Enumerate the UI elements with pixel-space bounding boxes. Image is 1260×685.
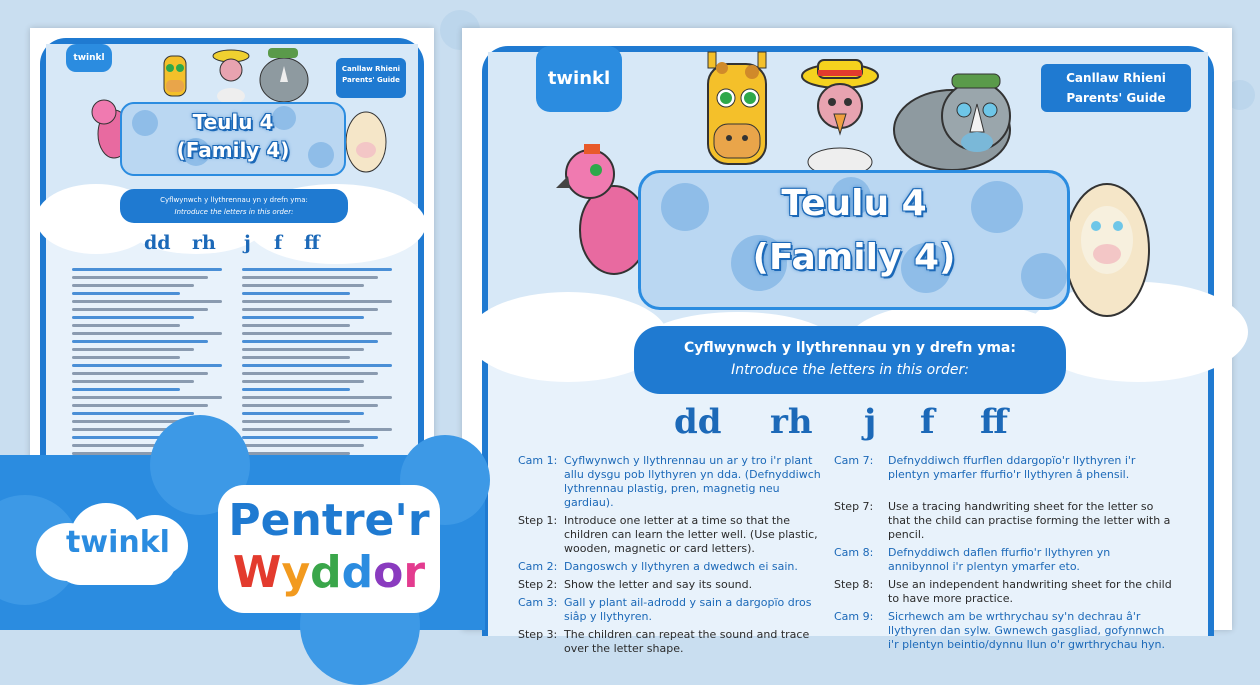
step-label: Step 7: bbox=[834, 500, 874, 513]
text-line bbox=[72, 284, 194, 287]
guide-title-welsh: Canllaw Rhieni bbox=[341, 65, 401, 73]
text-line bbox=[72, 396, 222, 399]
step-label: Cam 8: bbox=[834, 546, 874, 559]
step-label: Step 1: bbox=[518, 514, 558, 527]
text-line bbox=[242, 340, 378, 343]
ostrich-illustration bbox=[800, 54, 880, 172]
text-line bbox=[242, 420, 350, 423]
text-line bbox=[242, 348, 364, 351]
text-line bbox=[242, 332, 392, 335]
intro-banner bbox=[120, 189, 348, 223]
step-text: Gall y plant ail-adrodd y sain a dargopïo dros siâp y llythyren. bbox=[564, 596, 812, 623]
guide-label bbox=[1041, 64, 1191, 112]
step-label: Cam 1: bbox=[518, 454, 558, 467]
text-line bbox=[72, 300, 222, 303]
step-label: Cam 3: bbox=[518, 596, 558, 609]
step-label: Cam 7: bbox=[834, 454, 874, 467]
giraffe-illustration bbox=[156, 46, 194, 104]
text-line bbox=[72, 372, 208, 375]
product-name-letter: r bbox=[403, 547, 426, 598]
letter-f: f bbox=[274, 232, 283, 254]
guide-label bbox=[336, 58, 406, 98]
guide-title-english: Parents' Guide bbox=[342, 76, 400, 84]
text-line bbox=[242, 300, 392, 303]
text-line bbox=[242, 364, 392, 367]
letter-rh: rh bbox=[770, 402, 813, 442]
step-text: Defnyddiwch daflen ffurfio'r llythyren yn annibynnol i'r plentyn ymarfer eto. bbox=[888, 546, 1111, 573]
product-name-letter: d bbox=[341, 547, 374, 598]
text-line bbox=[72, 364, 222, 367]
title-panel bbox=[120, 102, 346, 176]
step-label: Cam 2: bbox=[518, 560, 558, 573]
guide-title-english: Parents' Guide bbox=[1066, 91, 1166, 105]
text-line bbox=[242, 292, 350, 295]
text-line bbox=[242, 324, 350, 327]
product-name-word bbox=[233, 547, 425, 598]
preview-document bbox=[30, 28, 434, 468]
letter-dd: dd bbox=[674, 402, 722, 442]
text-line bbox=[242, 284, 364, 287]
title-line-1: Teulu 4 bbox=[781, 183, 927, 224]
preview-frame bbox=[40, 38, 424, 474]
text-line bbox=[72, 276, 208, 279]
text-line bbox=[72, 332, 222, 335]
text-line bbox=[242, 380, 364, 383]
rhino-illustration bbox=[256, 48, 311, 104]
text-line bbox=[72, 308, 208, 311]
twinkl-logo: twinkl bbox=[536, 46, 622, 112]
flamingo-illustration bbox=[554, 136, 650, 276]
title-line-2: (Family 4) bbox=[176, 138, 290, 162]
title-line-1: Teulu 4 bbox=[192, 110, 274, 134]
title-panel bbox=[638, 170, 1070, 310]
text-line bbox=[72, 340, 208, 343]
text-line bbox=[242, 268, 392, 271]
step-text: Dangoswch y llythyren a dwedwch ei sain. bbox=[564, 560, 798, 573]
text-line bbox=[242, 316, 364, 319]
twinkl-logo: twinkl bbox=[66, 44, 112, 72]
product-name-line-1: Pentre'r bbox=[228, 495, 430, 546]
text-line bbox=[72, 268, 222, 271]
step-text: Use a tracing handwriting sheet for the letter so that the child can practise forming the letter with a pencil. bbox=[888, 500, 1171, 541]
text-line bbox=[242, 436, 378, 439]
product-name-letter: d bbox=[310, 547, 342, 598]
intro-english: Introduce the letters in this order: bbox=[731, 362, 969, 378]
rhino-illustration bbox=[892, 60, 1022, 170]
letter-j: j bbox=[244, 232, 251, 254]
step-text: Sicrhewch am be wrthrychau sy'n dechrau â'r llythyren dan sylw. Gwnewch gasgliad, gofynnwch i'r plentyn beintio/dynnu llun o'r gwrthrychau hyn. bbox=[888, 610, 1165, 651]
intro-welsh: Cyflwynwch y llythrennau yn y drefn yma: bbox=[160, 196, 308, 204]
step-text: Introduce one letter at a time so that the children can learn the letter well. (Use plastic, wooden, magnetic or card letters). bbox=[564, 514, 818, 555]
text-line bbox=[242, 412, 364, 415]
product-logo-card bbox=[218, 485, 440, 613]
text-line bbox=[72, 356, 180, 359]
sheep-illustration bbox=[1062, 170, 1152, 320]
text-line bbox=[72, 404, 208, 407]
giraffe-illustration bbox=[702, 52, 774, 170]
text-line bbox=[72, 420, 180, 423]
title-line-2: (Family 4) bbox=[752, 237, 956, 278]
text-line bbox=[72, 380, 194, 383]
step-label: Step 2: bbox=[518, 578, 558, 591]
text-line bbox=[242, 428, 392, 431]
text-line bbox=[72, 412, 194, 415]
text-line bbox=[72, 324, 180, 327]
intro-banner bbox=[634, 326, 1066, 394]
main-frame bbox=[482, 46, 1214, 655]
twinkl-cloud-logo bbox=[36, 497, 196, 587]
step-text: Cyflwynwch y llythrennau un ar y tro i'r plant allu dysgu pob llythyren yn dda. (Defnyddiwch lythrennau plastig, pren, magnetig neu gardiau). bbox=[564, 454, 821, 509]
text-line bbox=[242, 396, 392, 399]
letter-ff: ff bbox=[304, 232, 320, 254]
letters-row bbox=[674, 402, 1034, 446]
product-name-letter: y bbox=[281, 547, 311, 598]
text-line bbox=[242, 276, 378, 279]
letter-f: f bbox=[920, 402, 935, 442]
text-line bbox=[242, 388, 350, 391]
product-name-letter: o bbox=[373, 547, 404, 598]
letter-rh: rh bbox=[192, 232, 216, 254]
text-line bbox=[72, 292, 180, 295]
letter-j: j bbox=[864, 402, 877, 442]
sheep-illustration bbox=[344, 106, 388, 176]
product-name-letter: W bbox=[232, 547, 282, 598]
product-name-line-2 bbox=[218, 547, 440, 598]
step-text: The children can repeat the sound and trace over the letter shape. bbox=[564, 628, 810, 655]
letter-ff: ff bbox=[980, 402, 1008, 442]
text-line bbox=[242, 308, 378, 311]
text-line bbox=[72, 316, 194, 319]
banner-brand-text: twinkl bbox=[66, 525, 170, 560]
step-label: Cam 9: bbox=[834, 610, 874, 623]
letter-dd: dd bbox=[144, 232, 171, 254]
text-line bbox=[242, 372, 378, 375]
main-document bbox=[462, 28, 1232, 655]
intro-welsh: Cyflwynwch y llythrennau yn y drefn yma: bbox=[684, 340, 1016, 356]
intro-english: Introduce the letters in this order: bbox=[174, 208, 294, 216]
step-label: Step 3: bbox=[518, 628, 558, 641]
step-text: Defnyddiwch ffurflen ddargopïo'r llythyren i'r plentyn ymarfer ffurfio'r llythyren â phensil. bbox=[888, 454, 1136, 481]
step-text: Use an independent handwriting sheet for the child to have more practice. bbox=[888, 578, 1172, 605]
text-line bbox=[242, 404, 378, 407]
product-banner bbox=[0, 455, 485, 630]
text-line bbox=[72, 388, 180, 391]
ostrich-illustration bbox=[211, 46, 251, 104]
text-line bbox=[242, 444, 364, 447]
text-line bbox=[242, 356, 350, 359]
step-label: Step 8: bbox=[834, 578, 874, 591]
text-line bbox=[72, 348, 194, 351]
step-text: Show the letter and say its sound. bbox=[564, 578, 753, 591]
guide-title-welsh: Canllaw Rhieni bbox=[1066, 71, 1166, 85]
